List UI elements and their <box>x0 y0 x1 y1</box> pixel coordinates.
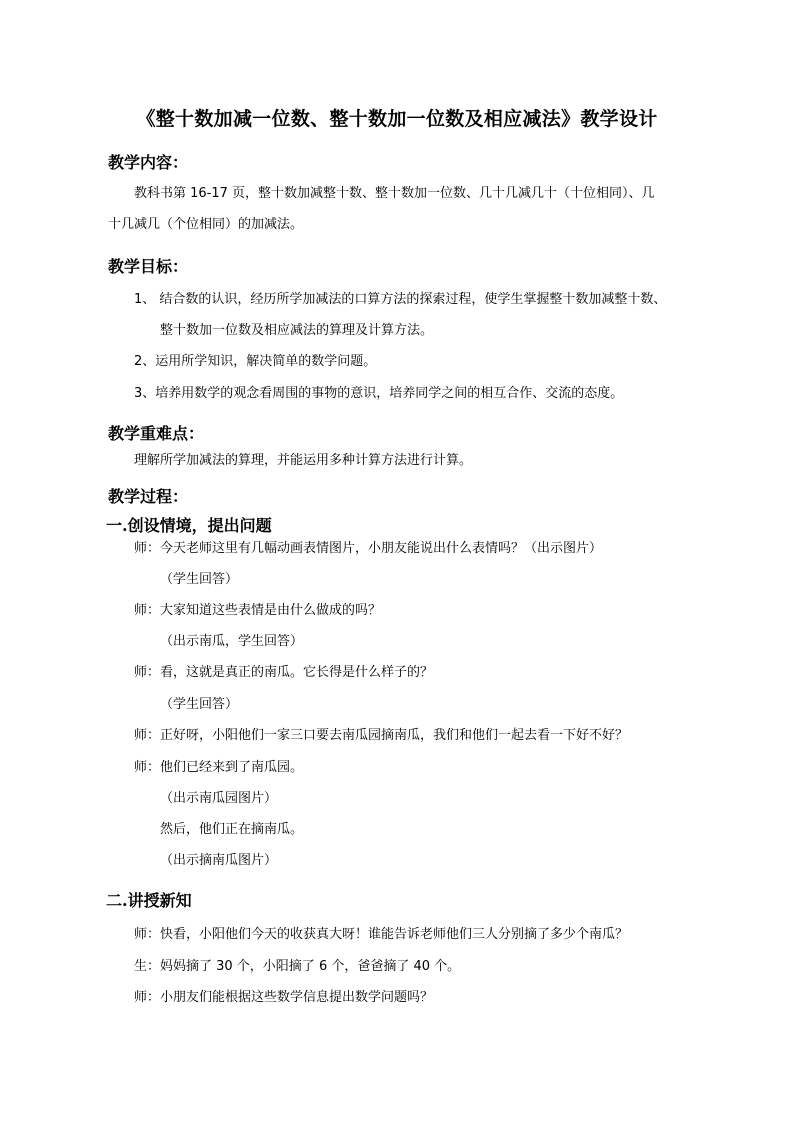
content-line-1: 教科书第 16-17 页，整十数加减整十数、整十数加一位数、几十几减几十（十位相同）、几 <box>134 186 655 201</box>
heading-goals: 教学目标： <box>108 257 189 276</box>
key-points-text: 理解所学加减法的算理，并能运用多种计算方法进行计算。 <box>134 453 473 468</box>
heading-content: 教学内容： <box>108 153 189 172</box>
dialogue-line: （出示南瓜，学生回答） <box>160 634 304 649</box>
dialogue-line: 师：看，这就是真正的南瓜。它长得是什么样子的？ <box>134 665 434 680</box>
goal-2: 2、运用所学知识，解决简单的数学问题。 <box>134 354 377 369</box>
dialogue-line: （学生回答） <box>160 572 239 587</box>
dialogue-line: （出示摘南瓜图片） <box>160 853 278 868</box>
dialogue-line: 师：快看，小阳他们今天的收获真大呀！谁能告诉老师他们三人分别摘了多少个南瓜？ <box>134 927 629 942</box>
heading-process: 教学过程： <box>108 487 189 506</box>
dialogue-line: 然后，他们正在摘南瓜。 <box>160 822 304 837</box>
section-2-heading: 二.讲授新知 <box>106 891 192 910</box>
dialogue-line: （学生回答） <box>160 697 239 712</box>
dialogue-line: 师：他们已经来到了南瓜园。 <box>134 760 304 775</box>
dialogue-line: 师：正好呀，小阳他们一家三口要去南瓜园摘南瓜，我们和他们一起去看一下好不好？ <box>134 728 629 743</box>
section-1-heading: 一.创设情境，提出问题 <box>106 516 272 535</box>
dialogue-line: 生：妈妈摘了 30 个，小阳摘了 6 个，爸爸摘了 40 个。 <box>134 959 461 974</box>
goal-1-line-1: 1、 结合数的认识，经历所学加减法的口算方法的探索过程，使学生掌握整十数加减整十数、 <box>134 292 667 307</box>
dialogue-line: 师：今天老师这里有几幅动画表情图片，小朋友能说出什么表情吗？（出示图片） <box>134 541 603 556</box>
goal-1-line-2: 整十数加一位数及相应减法的算理及计算方法。 <box>160 323 434 338</box>
goal-3: 3、培养用数学的观念看周围的事物的意识，培养同学之间的相互合作、交流的态度。 <box>134 386 624 401</box>
content-line-2: 十几减几（个位相同）的加减法。 <box>108 217 304 232</box>
dialogue-line: 师：大家知道这些表情是由什么做成的吗？ <box>134 603 382 618</box>
heading-key-points: 教学重难点： <box>108 424 205 443</box>
dialogue-line: 师：小朋友们能根据这些数学信息提出数学问题吗？ <box>134 990 434 1005</box>
document-title: 《整十数加减一位数、整十数加一位数及相应减法》教学设计 <box>136 108 658 130</box>
dialogue-line: （出示南瓜园图片） <box>160 791 278 806</box>
